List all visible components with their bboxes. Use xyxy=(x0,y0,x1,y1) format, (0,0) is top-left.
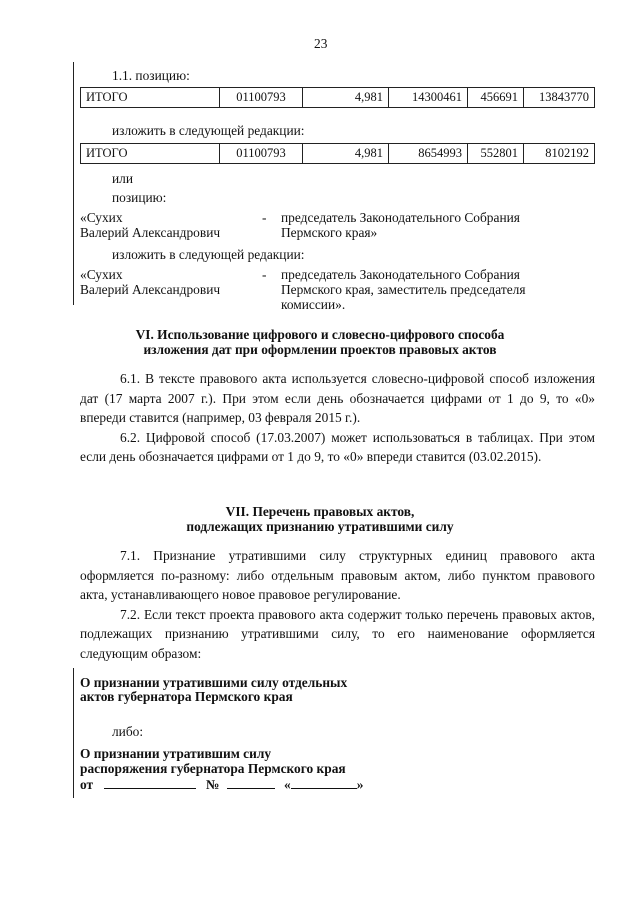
either-label: либо: xyxy=(112,724,144,739)
example-title: О признании утратившими силу отдельных xyxy=(80,675,348,690)
section-title: VII. Перечень правовых актов, xyxy=(225,504,415,519)
new-total-row xyxy=(80,143,595,164)
table-cell: 4,981 xyxy=(303,88,389,108)
table-cell: 01100793 xyxy=(220,88,303,108)
section-title: VI. Использование цифрового и словесно-цифрового способа xyxy=(135,327,505,342)
section-title: изложения дат при оформлении проектов правовых актов xyxy=(143,342,497,357)
amendment-margin-bar xyxy=(73,668,74,798)
table-cell: 13843770 xyxy=(524,88,595,108)
table-cell: 01100793 xyxy=(220,144,303,164)
number-sign: № xyxy=(205,777,220,792)
position-label: 1.1. позицию: xyxy=(112,68,190,83)
person-position: председатель Законодательного Собрания xyxy=(281,267,520,282)
table-cell: 552801 xyxy=(468,144,524,164)
number-blank xyxy=(227,776,275,789)
person-position: Пермского края» xyxy=(281,225,378,240)
paragraph: 7.1. Признание утратившими силу структурных единиц правового акта оформляется по-разному: либо отдельным правовым актом, либо пунктом правового акта, устанавливающего новое правовое регулирование. xyxy=(80,548,595,602)
table-cell: ИТОГО xyxy=(81,88,220,108)
or-label: или xyxy=(112,171,134,186)
paragraph: 6.2. Цифровой способ (17.03.2007) может использоваться в таблицах. При этом если день обозначается цифрами от 1 до 9, то «0» впереди ставится (03.02.2015). xyxy=(80,429,595,464)
person-position: Пермского края, заместитель председателя xyxy=(281,282,526,297)
quote-close: » xyxy=(356,777,364,792)
table-cell: 14300461 xyxy=(389,88,468,108)
section-title: подлежащих признанию утратившими силу xyxy=(186,519,454,534)
table-cell: 8102192 xyxy=(524,144,595,164)
person-position: председатель Законодательного Собрания xyxy=(281,210,520,225)
quote-open: « xyxy=(284,777,291,792)
example-title: актов губернатора Пермского края xyxy=(80,689,293,704)
section-body xyxy=(80,546,595,663)
person-name: «Сухих xyxy=(80,267,123,282)
person-name: Валерий Александрович xyxy=(80,282,221,297)
example-title: О признании утратившим силу xyxy=(80,746,272,761)
position-label: позицию: xyxy=(112,190,167,205)
restate-label: изложить в следующей редакции: xyxy=(112,123,305,138)
section-body xyxy=(80,369,595,467)
amendment-margin-bar xyxy=(73,62,74,305)
table-cell: ИТОГО xyxy=(81,144,220,164)
person-position: комиссии». xyxy=(281,297,346,312)
table-cell: 8654993 xyxy=(389,144,468,164)
example-title: распоряжения губернатора Пермского края xyxy=(80,761,346,776)
paragraph: 6.1. В тексте правового акта используется словесно-цифровой способ изложения дат (17 марта 2007 г.). При этом если день обозначается цифрами от 1 до 9, то «0» впереди ставится (например, 03 февраля 2015 г.). xyxy=(80,371,595,425)
person-name: «Сухих xyxy=(80,210,123,225)
old-total-row xyxy=(80,87,595,108)
paragraph: 7.2. Если текст проекта правового акта содержит только перечень правовых актов, подлежащих признанию утратившими силу, то его наименование оформляется следующим образом: xyxy=(80,606,595,661)
dash: - xyxy=(262,210,267,225)
restate-label: изложить в следующей редакции: xyxy=(112,247,305,262)
date-blank xyxy=(104,776,196,789)
example-date-line xyxy=(80,776,363,793)
from-label: от xyxy=(80,777,94,792)
table-cell: 456691 xyxy=(468,88,524,108)
person-name: Валерий Александрович xyxy=(80,225,221,240)
dash: - xyxy=(262,267,267,282)
quoted-blank xyxy=(291,776,357,789)
page-number: 23 xyxy=(314,36,328,51)
table-cell: 4,981 xyxy=(303,144,389,164)
